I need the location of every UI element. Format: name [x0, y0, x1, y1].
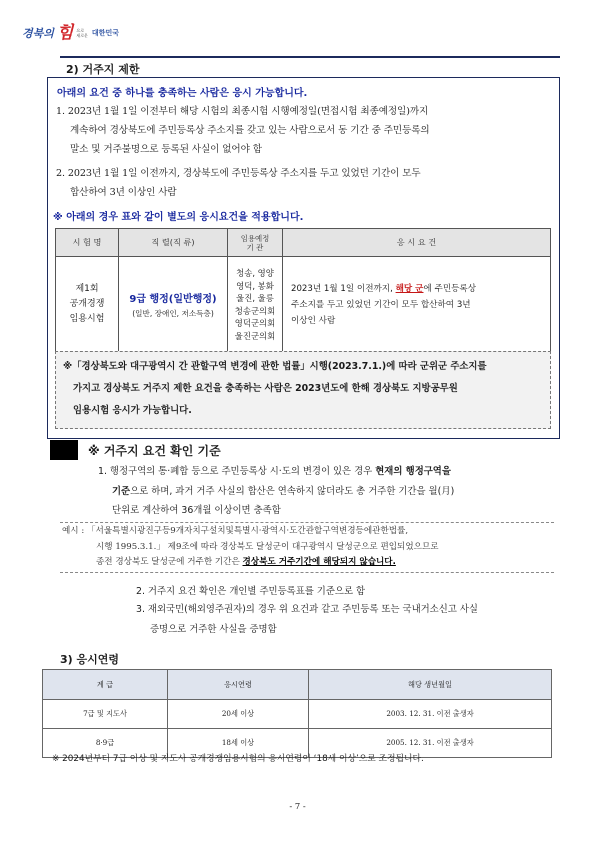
page-number: - 7 - [289, 801, 306, 811]
header-rule [60, 56, 560, 58]
residence-item-2 [56, 164, 556, 202]
exam-name-line: 임용시험 [69, 314, 105, 324]
age-th-age: 응시연령 [168, 670, 309, 700]
special-note: ※ 아래의 경우 표와 같이 별도의 응시요건을 적용합니다. [53, 212, 304, 223]
example-line1: 예시 : 「서울특별시광진구등9개자치구설치및특별시·광역시·도간관할구역변경등에관한법률, [62, 526, 409, 536]
req-line1-a: 2023년 1월 1일 이전까지, [291, 283, 393, 294]
th-org-line2: 기 관 [246, 242, 264, 252]
org-item: 영덕군의회 [234, 318, 276, 328]
th-job: 직 렬(직 류) [119, 229, 228, 257]
example-line3 [62, 555, 554, 571]
check-item1-line2-b: 으로 하며, 과거 거주 사실의 합산은 연속하지 않더라도 총 거주한 기간을 월(月) [130, 485, 455, 497]
check-item-3 [136, 600, 556, 639]
check-item1-line3: 단위로 계산하여 36개월 이상이면 충족함 [112, 505, 281, 516]
item1-line1: 1. 2023년 1월 1일 이전부터 해당 시험의 최종시험 시행예정일(면접시험 최종예정일)까지 [56, 106, 429, 117]
logo-line1: 으로 [76, 28, 85, 33]
section-title-residence: 2) 거주지 제한 [66, 63, 140, 76]
item2-line1: 2. 2023년 1월 1일 이전까지, 경상북도에 주민등록상 주소지를 두고 있었던 기간이 모두 [56, 168, 421, 179]
org-item: 청송군의회 [234, 305, 276, 316]
section-title-age: 3) 응시연령 [60, 653, 120, 666]
criterion-highlight: 기준 [112, 485, 131, 497]
th-requirement: 응 시 요 건 [283, 229, 551, 257]
logo-korea: 대한민국 [91, 29, 119, 37]
org-item: 울진군의회 [234, 330, 276, 341]
check-item3-line2: 증명으로 거주한 사실을 증명함 [150, 623, 277, 635]
gunwi-note [63, 356, 545, 422]
item1-line3: 말소 및 거주불명으로 등록된 사실이 없어야 함 [70, 144, 262, 155]
req-highlight: 해당 군 [395, 283, 424, 294]
check-item-1 [98, 462, 558, 521]
age-cell-grade: 7급 및 지도사 [43, 700, 168, 729]
logo-mark: 힘 [56, 22, 74, 43]
check-item1-line1-a: 1. 행정구역의 통·폐합 등으로 주민등록상 시·도의 변경이 있은 경우 [98, 466, 373, 477]
section-marker-bar [50, 440, 78, 460]
item2-line2: 합산하여 3년 이상인 사람 [70, 187, 177, 198]
cell-job [119, 257, 228, 353]
age-cell-grade: 8·9급 [43, 729, 168, 758]
gunwi-note-line3: 임용시험 응시가 가능합니다. [73, 405, 192, 416]
age-cell-birth: 2005. 12. 31. 이전 출생자 [309, 729, 552, 758]
example-text [62, 524, 554, 571]
age-th-grade: 계 급 [43, 670, 168, 700]
age-table [42, 669, 552, 758]
age-footnote: ※ 2024년부터 7급 이상 및 지도사 공개경쟁임용시험의 응시연령이 ‘18세 이상’으로 조정됩니다. [52, 754, 424, 764]
check-criteria-title: ※ 거주지 요건 확인 기준 [88, 444, 221, 458]
cell-orgs [228, 257, 283, 353]
org-item: 울진, 울릉 [236, 293, 274, 303]
example-highlight: 경상북도 거주기간에 해당되지 않습니다. [242, 557, 396, 567]
residence-headline: 아래의 요건 중 하나를 충족하는 사람은 응시 가능합니다. [57, 88, 308, 99]
org-item: 영덕, 봉화 [236, 280, 274, 291]
th-org [228, 229, 283, 257]
th-exam: 시 험 명 [56, 229, 119, 257]
check-item-2: 2. 거주지 요건 확인은 개인별 주민등록표를 기준으로 함 [136, 586, 366, 597]
check-item1-line1 [98, 462, 558, 482]
gunwi-note-line1: ※「경상북도와 대구광역시 간 관할구역 변경에 관한 법률」시행(2023.7.1.)에 따라 군위군 주소지를 [63, 361, 487, 372]
req-line3: 이상인 사람 [291, 315, 336, 326]
example-line2: 시행 1995.3.1.」 제9조에 따라 경상북도 달성군이 대구광역시 달성군으로 편입되었으므로 [96, 541, 439, 552]
check-item3-line1: 3. 재외국민(해외영주권자)의 경우 위 요건과 같고 주민등록 또는 국내거소신고 사실 [136, 604, 478, 615]
req-line2: 주소지를 두고 있었던 기간이 모두 합산하여 3년 [291, 299, 471, 310]
table-row [43, 700, 552, 729]
logo-small-text [76, 28, 88, 38]
th-org-line1: 임용예정 [240, 233, 270, 243]
exam-name-line: 제1회 [75, 284, 99, 294]
age-th-birth: 해당 생년월일 [309, 670, 552, 700]
age-cell-age: 18세 이상 [168, 729, 309, 758]
job-main: 9급 행정(일반행정) [129, 294, 217, 305]
logo-line2: 새로운 [76, 33, 88, 38]
age-cell-birth: 2003. 12. 31. 이전 출생자 [309, 700, 552, 729]
check-item1-line2 [98, 482, 558, 502]
req-line1 [291, 281, 542, 297]
org-item: 청송, 영양 [236, 268, 274, 278]
example-line3-a: 종전 경상북도 달성군에 거주한 기간은 [96, 557, 240, 567]
req-line1-c: 에 주민등록상 [423, 283, 477, 294]
gunwi-note-line2: 가지고 경상북도 거주지 제한 요건을 충족하는 사람은 2023년도에 한해 경상북도 지방공무원 [73, 383, 458, 394]
current-district-highlight: 현재의 행정구역을 [375, 466, 451, 477]
logo [22, 22, 119, 44]
cell-exam-name [56, 257, 119, 353]
exam-name-line: 공개경쟁 [69, 299, 105, 309]
age-cell-age: 20세 이상 [168, 700, 309, 729]
cell-requirement [283, 257, 551, 353]
item1-line2: 계속하여 경상북도에 주민등록상 주소지를 갖고 있는 사람으로서 동 기간 중 주민등록의 [70, 125, 430, 136]
logo-script: 경북의 [22, 27, 54, 40]
residence-item-1 [56, 102, 556, 159]
special-requirement-table [55, 228, 551, 353]
job-sub: (일반, 장애인, 저소득층) [132, 309, 214, 318]
